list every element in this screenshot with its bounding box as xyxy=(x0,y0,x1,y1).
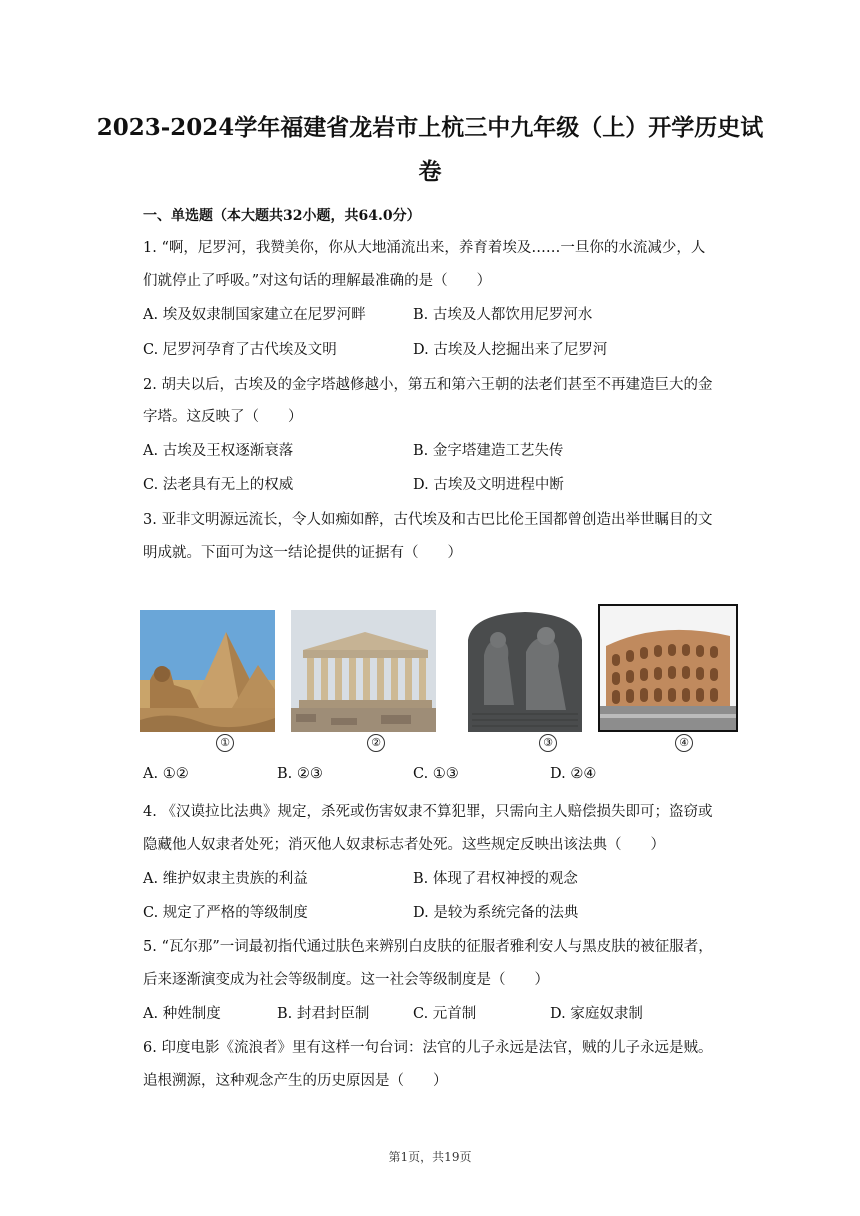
q2-option-d: D. 古埃及文明进程中断 xyxy=(413,477,564,493)
title-line-1: 2023-2024学年福建省龙岩市上杭三中九年级（上）开学历史试 xyxy=(96,114,764,141)
q3-stem-line-2: 明成就。下面可为这一结论提供的证据有（ ） xyxy=(143,545,462,561)
q3-option-b: B. ②③ xyxy=(277,766,323,782)
q1-option-c: C. 尼罗河孕育了古代埃及文明 xyxy=(143,342,337,358)
q4-stem-line-1: 4. 《汉谟拉比法典》规定，杀死或伤害奴隶不算犯罪，只需向主人赔偿损失即可；盗窃或 xyxy=(143,804,713,820)
q2-stem-line-1: 2. 胡夫以后，古埃及的金字塔越修越小，第五和第六王朝的法老们甚至不再建造巨大的金 xyxy=(143,377,713,393)
q3-option-a: A. ①② xyxy=(143,766,189,782)
colosseum-image xyxy=(598,604,738,732)
q2-option-c: C. 法老具有无上的权威 xyxy=(143,477,294,493)
q1-option-b: B. 古埃及人都饮用尼罗河水 xyxy=(413,307,593,323)
q1-stem-line-1: 1. “啊，尼罗河，我赞美你，你从大地涌流出来，养育着埃及……一旦你的水流减少，人 xyxy=(143,240,706,256)
q5-option-a: A. 种姓制度 xyxy=(143,1006,221,1022)
document-title xyxy=(60,106,800,194)
section-heading: 一、单选题（本大题共32小题，共64.0分） xyxy=(143,208,421,224)
q4-option-c: C. 规定了严格的等级制度 xyxy=(143,905,308,921)
q5-option-c: C. 元首制 xyxy=(413,1006,477,1022)
hammurabi-stele-image xyxy=(462,610,588,732)
q2-stem-line-2: 字塔。这反映了（ ） xyxy=(143,409,303,425)
q5-option-b: B. 封君封臣制 xyxy=(277,1006,370,1022)
q5-option-d: D. 家庭奴隶制 xyxy=(550,1006,643,1022)
q1-option-a: A. 埃及奴隶制国家建立在尼罗河畔 xyxy=(143,307,366,323)
parthenon-image xyxy=(291,610,436,732)
title-line-2: 卷 xyxy=(418,158,442,185)
q3-option-c: C. ①③ xyxy=(413,766,459,782)
pyramids-sphinx-image xyxy=(140,610,275,732)
q5-stem-line-2: 后来逐渐演变成为社会等级制度。这一社会等级制度是（ ） xyxy=(143,972,549,988)
q4-stem-line-2: 隐藏他人奴隶者处死；消灭他人奴隶标志者处死。这些规定反映出该法典（ ） xyxy=(143,837,665,853)
q4-option-d: D. 是较为系统完备的法典 xyxy=(413,905,579,921)
q4-option-b: B. 体现了君权神授的观念 xyxy=(413,871,578,887)
q1-stem-line-2: 们就停止了呼吸。”对这句话的理解最准确的是（ ） xyxy=(143,273,492,289)
pic-3-label: ③ xyxy=(539,734,557,752)
q2-option-b: B. 金字塔建造工艺失传 xyxy=(413,443,564,459)
q2-option-a: A. 古埃及王权逐渐衰落 xyxy=(143,443,294,459)
q3-option-d: D. ②④ xyxy=(550,766,597,782)
q4-option-a: A. 维护奴隶主贵族的利益 xyxy=(143,871,308,887)
pic-2-label: ② xyxy=(367,734,385,752)
q1-option-d: D. 古埃及人挖掘出来了尼罗河 xyxy=(413,342,608,358)
pic-1-label: ① xyxy=(216,734,234,752)
pic-4-label: ④ xyxy=(675,734,693,752)
q6-stem-line-1: 6. 印度电影《流浪者》里有这样一句台词：法官的儿子永远是法官，贼的儿子永远是贼。 xyxy=(143,1040,713,1056)
q6-stem-line-2: 追根溯源，这种观念产生的历史原因是（ ） xyxy=(143,1073,448,1089)
q5-stem-line-1: 5. “瓦尔那”一词最初指代通过肤色来辨别白皮肤的征服者雅利安人与黑皮肤的被征服者， xyxy=(143,939,713,955)
q3-image-strip xyxy=(140,602,740,757)
q3-stem-line-1: 3. 亚非文明源远流长，令人如痴如醉，古代埃及和古巴比伦王国都曾创造出举世瞩目的文 xyxy=(143,512,713,528)
page-footer: 第1页，共19页 xyxy=(388,1150,472,1164)
